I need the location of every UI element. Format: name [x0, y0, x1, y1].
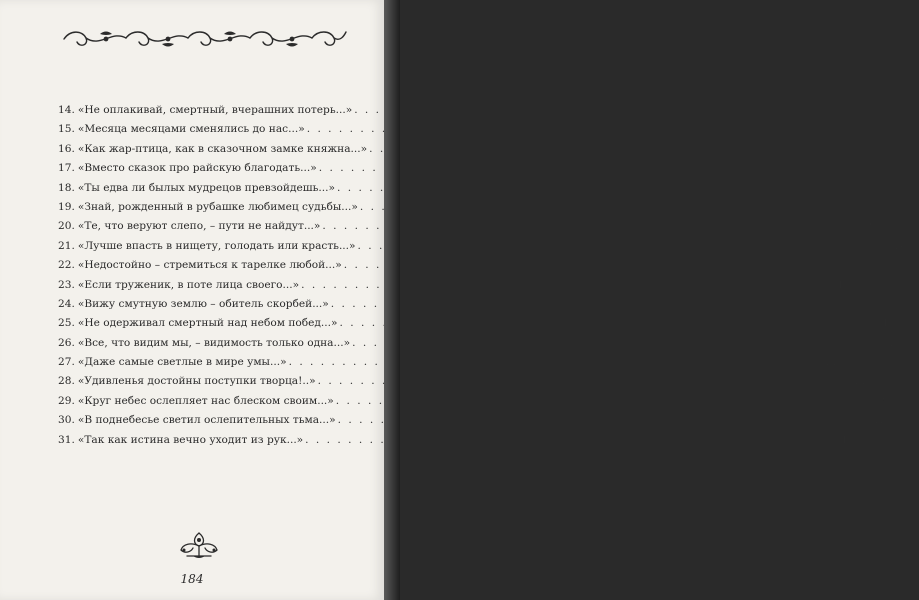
toc-entry-title: «Все, что видим мы, – видимость только одна...» — [77, 336, 351, 349]
toc-entry[interactable] — [58, 181, 887, 201]
fleuron-ornament-icon — [177, 530, 221, 560]
toc-entry[interactable] — [58, 317, 889, 336]
toc-entry-number: 28. — [58, 375, 75, 388]
toc-entry-title: «Круг небес ослепляет нас блеском своим...» — [77, 394, 334, 407]
toc-entry-page: 8 — [911, 142, 919, 155]
toc-entry[interactable] — [58, 142, 919, 162]
page-edge-shadow — [384, 0, 400, 600]
toc-leader-dots — [338, 414, 869, 426]
toc-entry-number: 16. — [58, 142, 75, 155]
toc-entry-number: 23. — [58, 278, 75, 291]
toc-entry-number: 27. — [58, 356, 75, 369]
toc-entry-number: 20. — [58, 220, 75, 233]
toc-entry[interactable] — [58, 375, 867, 394]
toc-entry-number: 18. — [58, 181, 75, 194]
toc-entry-number: 21. — [58, 239, 75, 252]
toc-entry[interactable] — [58, 123, 857, 142]
toc-entry-page: 12 — [841, 433, 855, 446]
toc-leader-dots — [369, 143, 900, 155]
toc-entry-number: 31. — [58, 433, 75, 446]
toc-entry-title: «В поднебесье светил ослепительных тьма...» — [77, 414, 336, 427]
toc-entry-number: 14. — [58, 104, 75, 116]
toc-entry-number: 22. — [58, 259, 75, 272]
scroll-ornament-icon — [60, 26, 350, 52]
toc-entry-title: «Удивленья достойны поступки творца!..» — [77, 375, 316, 388]
toc-entry[interactable] — [58, 162, 869, 181]
toc-entry-title: «Даже самые светлые в мире умы...» — [77, 356, 287, 369]
toc-entry-page: 11 — [888, 336, 902, 349]
toc-entry-page: 10 — [879, 259, 894, 272]
toc-entry-title: «Как жар-птица, как в сказочном замке княжна...» — [77, 142, 368, 155]
toc-leader-dots — [360, 201, 891, 213]
toc-entry-page: 9 — [879, 181, 887, 194]
toc-entry-title: «Не оплакивай, смертный, вчерашних потерь...» — [77, 104, 353, 116]
toc-leader-dots — [336, 395, 867, 407]
toc-entry[interactable] — [58, 220, 872, 239]
toc-entry-title: «Месяца месяцами сменялись до нас...» — [77, 123, 305, 136]
toc-entry[interactable] — [58, 259, 894, 278]
toc-entry-page: 8 — [849, 123, 857, 136]
toc-entry-title: «Вместо сказок про райскую благодать...» — [77, 162, 317, 175]
toc-leader-dots — [344, 259, 875, 271]
toc-leader-dots — [354, 104, 885, 116]
toc-entry-title: «Те, что веруют слепо, – пути не найдут...» — [77, 220, 321, 233]
toc-entry-title: «Лучше впасть в нищету, голодать или красть...» — [77, 239, 356, 252]
toc-entry-page: 8 — [896, 104, 904, 116]
toc-leader-dots — [331, 298, 862, 310]
toc-leader-dots — [301, 279, 832, 291]
toc-leader-dots — [358, 240, 889, 252]
toc-entry[interactable] — [58, 297, 881, 317]
toc-entry-page: 9 — [861, 162, 869, 175]
toc-entry[interactable] — [58, 336, 902, 356]
toc-entry-title: «Ты едва ли былых мудрецов превзойдешь...» — [77, 181, 335, 194]
toc-entry[interactable] — [58, 414, 888, 433]
table-of-contents — [58, 104, 919, 453]
toc-entry-page: 10 — [837, 278, 851, 291]
toc-entry-number: 17. — [58, 162, 75, 175]
toc-entry-title: «Так как истина вечно уходит из рук...» — [77, 433, 304, 446]
toc-entry-number: 30. — [58, 414, 75, 427]
toc-entry-title: «Недостойно – стремиться к тарелке любой...» — [77, 259, 342, 272]
page-number: 184 — [180, 572, 204, 586]
toc-entry-page: 9 — [865, 220, 872, 233]
toc-leader-dots — [289, 356, 820, 368]
toc-entry[interactable] — [58, 239, 907, 259]
toc-entry-number: 19. — [58, 200, 75, 213]
toc-entry-title: «Знай, рожденный в рубашке любимец судьбы...» — [77, 200, 358, 213]
toc-entry-number: 24. — [58, 297, 75, 310]
toc-entry-title: «Если труженик, в поте лица своего...» — [77, 278, 300, 291]
toc-entry[interactable] — [58, 433, 855, 453]
toc-entry[interactable] — [58, 104, 904, 123]
toc-entry-page: 12 — [873, 414, 888, 427]
toc-entry-page: 11 — [875, 317, 889, 330]
toc-entry-number: 25. — [58, 317, 75, 330]
toc-leader-dots — [340, 317, 871, 329]
toc-entry-page: 11 — [824, 356, 838, 369]
toc-entry[interactable] — [58, 356, 838, 375]
toc-entry-page: 12 — [871, 394, 886, 407]
toc-leader-dots — [322, 220, 853, 232]
toc-entry[interactable] — [58, 394, 886, 414]
toc-entry-number: 26. — [58, 336, 75, 349]
toc-entry-title: «Не одерживал смертный над небом побед...» — [77, 317, 338, 330]
toc-entry[interactable] — [58, 200, 910, 220]
toc-entry-title: «Вижу смутную землю – обитель скорбей...» — [77, 297, 329, 310]
toc-entry-page: 10 — [893, 239, 907, 252]
toc-entry-number: 29. — [58, 394, 75, 407]
toc-entry-page: 9 — [902, 200, 910, 213]
toc-entry-page: 11 — [853, 375, 867, 388]
toc-leader-dots — [337, 182, 868, 194]
toc-leader-dots — [352, 337, 883, 349]
toc-entry-page: 10 — [866, 297, 881, 310]
toc-entry[interactable] — [58, 278, 851, 298]
toc-entry-number: 15. — [58, 123, 75, 136]
